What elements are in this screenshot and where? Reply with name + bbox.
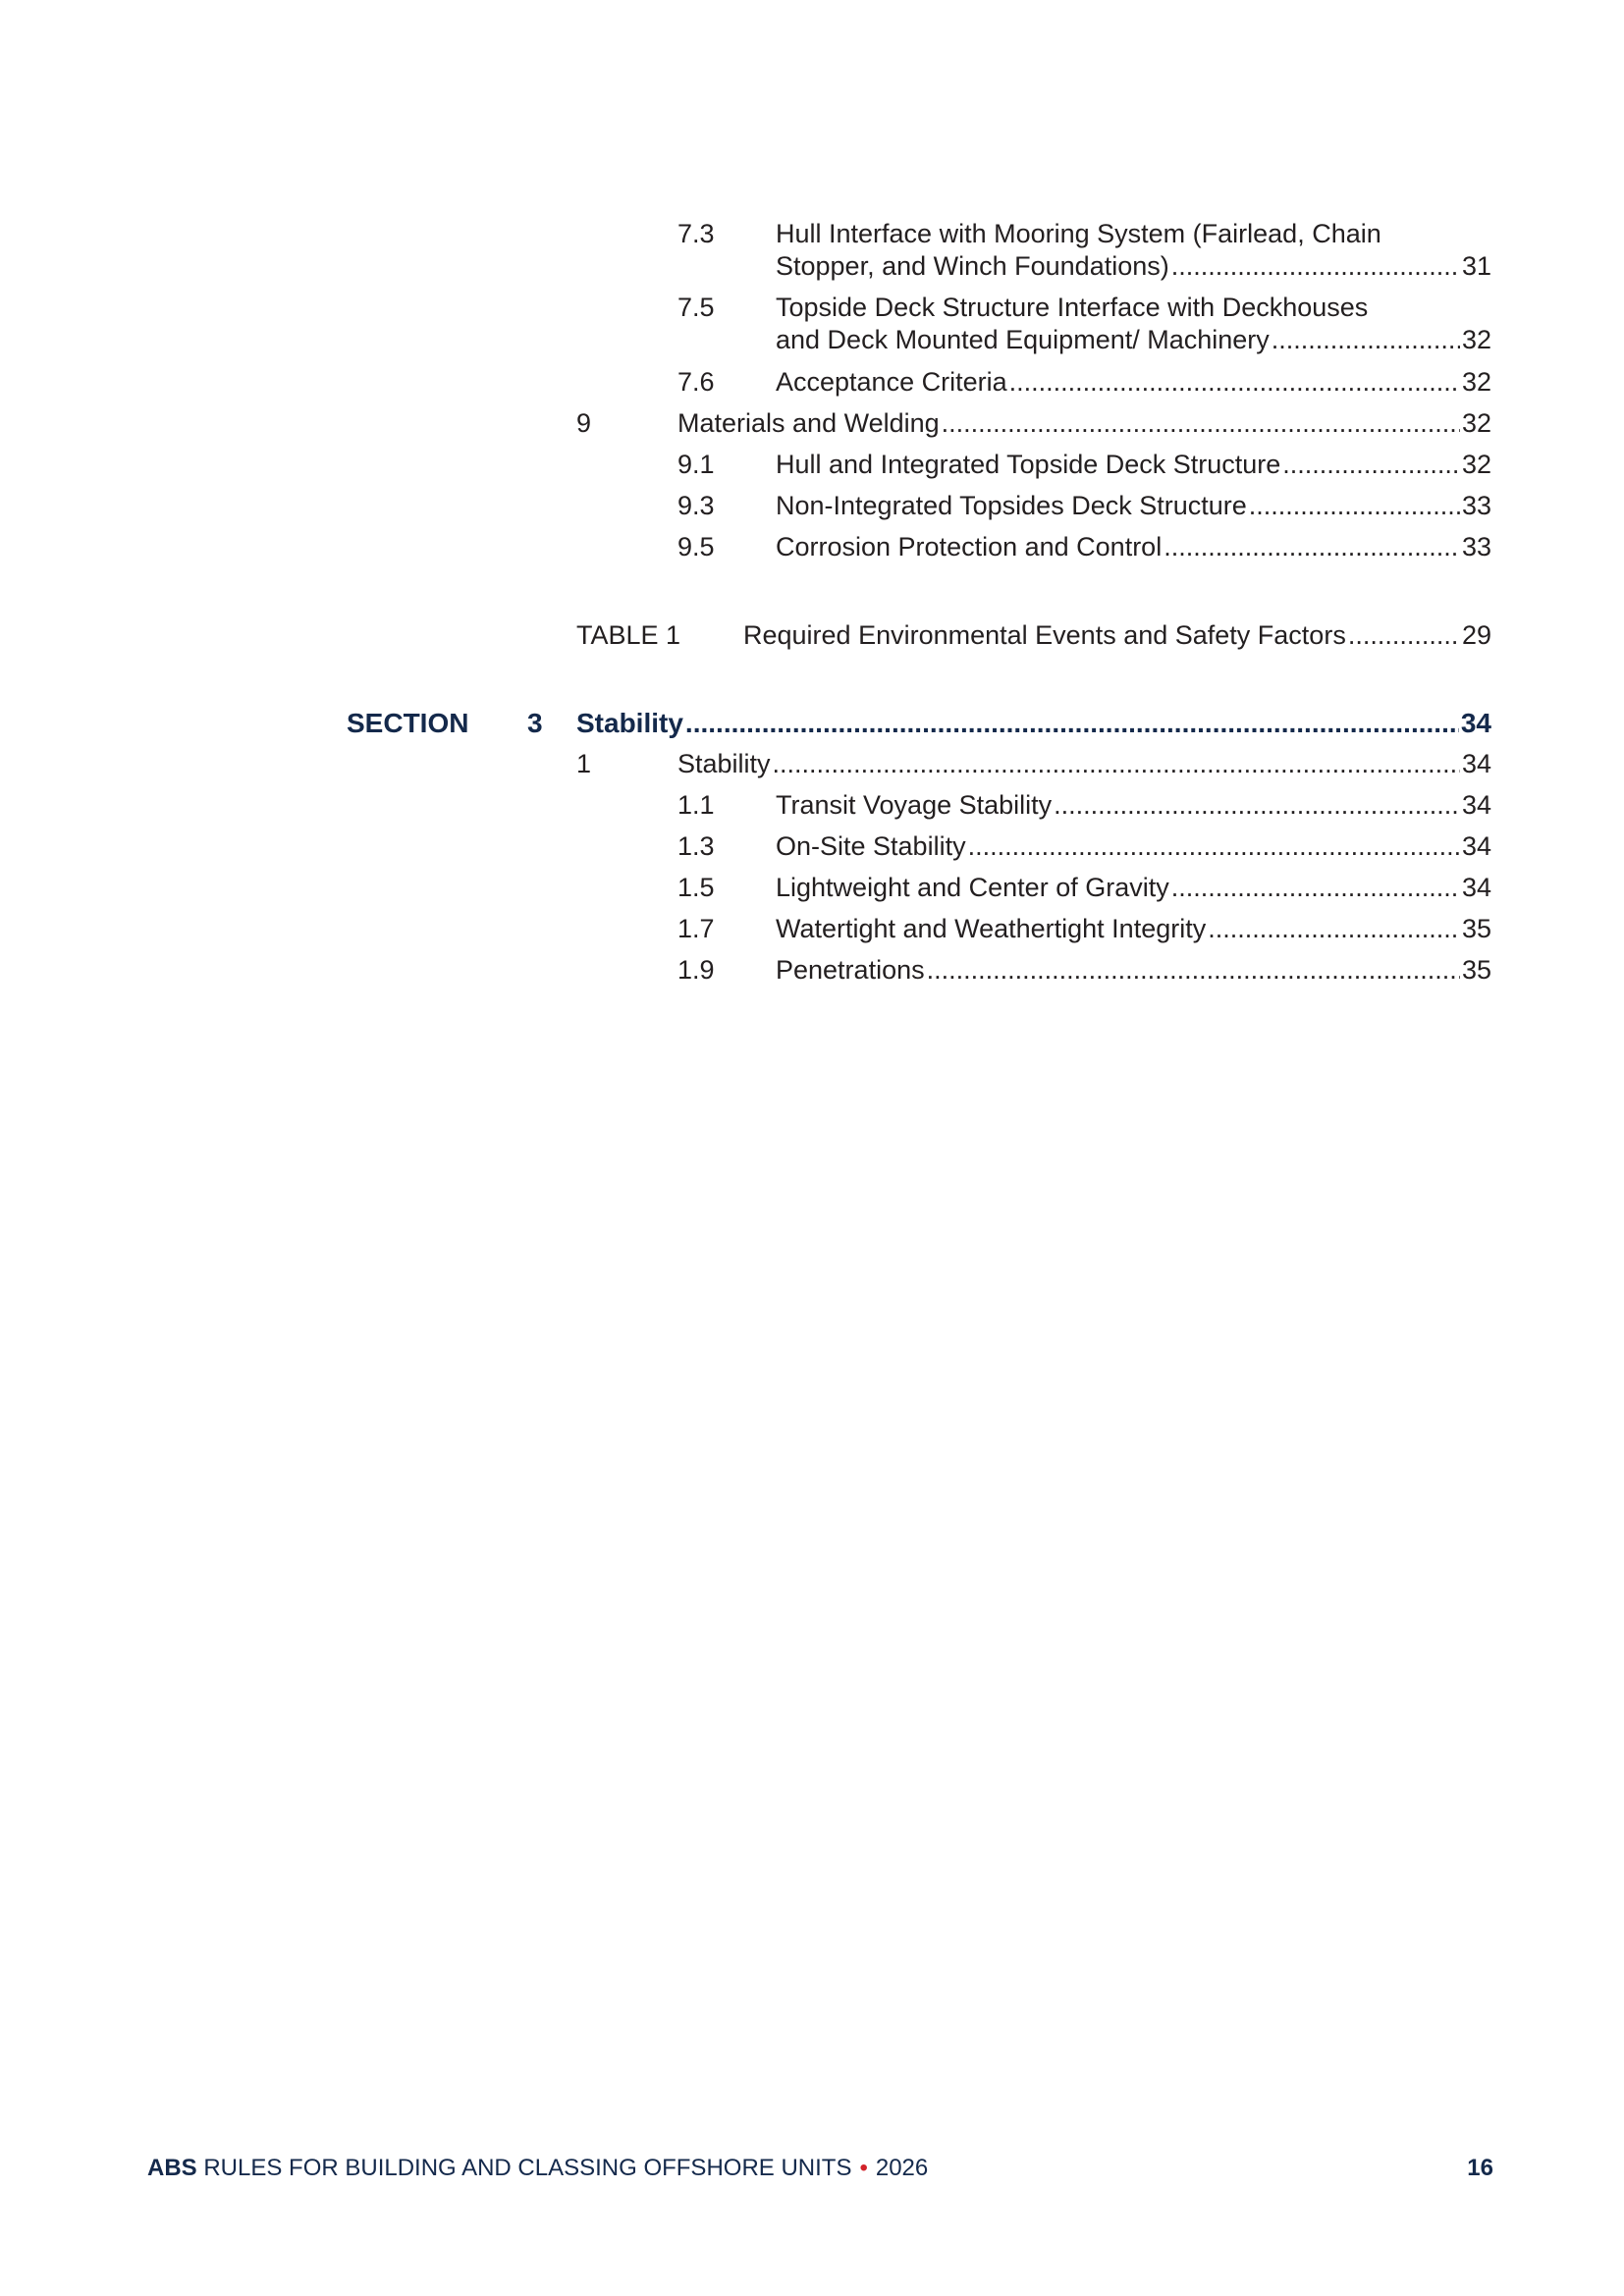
toc-page-number: 33 [1461,532,1491,561]
toc-entry-1-9[interactable] [776,954,1491,987]
toc-entry-7-3[interactable] [776,250,1491,283]
toc-entry-title: Required Environmental Events and Safety Factors [743,620,1346,650]
toc-page-number: 34 [1461,790,1491,820]
dot-leader [773,748,1460,780]
toc-number-9-5: 9.5 [677,532,715,561]
toc-entry-title: Stability [677,749,771,778]
dot-leader [1171,250,1460,283]
toc-page-number: 34 [1461,831,1491,861]
toc-entry-title: Lightweight and Center of Gravity [776,873,1169,902]
toc-entry-7-5-line1: Topside Deck Structure Interface with Deckhouses [776,293,1369,322]
section-title: Stability [576,708,683,738]
toc-entry-9-5[interactable] [776,531,1491,563]
toc-number-7-3: 7.3 [677,219,715,248]
toc-page-number: 32 [1461,408,1491,438]
toc-page-number: 32 [1461,325,1491,354]
toc-entry-title: Transit Voyage Stability [776,790,1053,820]
toc-entry-9[interactable] [677,407,1491,440]
toc-page-number: 33 [1461,491,1491,520]
toc-number-1-7: 1.7 [677,914,715,943]
dot-leader [1164,531,1460,563]
toc-entry-1-5[interactable] [776,872,1491,904]
footer-bullet: • [859,2155,868,2181]
dot-leader [1009,366,1460,399]
toc-entry-title: Non-Integrated Topsides Deck Structure [776,491,1247,520]
toc-page-number: 35 [1461,955,1491,985]
toc-page-number: 32 [1461,367,1491,397]
toc-entry-1-1[interactable] [776,789,1491,822]
toc-number-1: 1 [576,749,592,778]
toc-number-9-1: 9.1 [677,450,715,479]
section-label: SECTION [347,708,469,738]
toc-entry-1-7[interactable] [776,913,1491,945]
page-number: 16 [1467,2155,1493,2181]
toc-entry-9-1[interactable] [776,449,1491,481]
section-number: 3 [527,708,543,738]
toc-entry-title: Corrosion Protection and Control [776,532,1163,561]
toc-number-1-5: 1.5 [677,873,715,902]
toc-section-3-stability[interactable] [576,707,1491,739]
toc-entry-title: Watertight and Weathertight Integrity [776,914,1207,943]
toc-page-number: 29 [1461,620,1491,650]
footer-brand: ABS [147,2155,197,2181]
dot-leader [685,707,1459,739]
toc-entry-9-3[interactable] [776,490,1491,522]
toc-number-1-1: 1.1 [677,790,715,820]
toc-entry-7-5[interactable] [776,324,1491,356]
toc-entry-7-3-line2: Stopper, and Winch Foundations) [776,251,1169,281]
toc-page-number: 31 [1461,251,1491,281]
toc-page-number: 34 [1460,708,1491,738]
dot-leader [1282,449,1460,481]
toc-page-number: 35 [1461,914,1491,943]
toc-number-1-9: 1.9 [677,955,715,985]
toc-number-9: 9 [576,408,592,438]
toc-number-9-3: 9.3 [677,491,715,520]
toc-entry-7-5-line2: and Deck Mounted Equipment/ Machinery [776,325,1270,354]
toc-entry-table-1[interactable] [743,619,1491,652]
table-label: TABLE 1 [576,620,681,650]
toc-page-number: 34 [1461,749,1491,778]
toc-entry-1[interactable] [677,748,1491,780]
toc-entry-title: Hull and Integrated Topside Deck Structure [776,450,1281,479]
dot-leader [1171,872,1460,904]
dot-leader [1249,490,1460,522]
dot-leader [927,954,1460,987]
toc-number-7-5: 7.5 [677,293,715,322]
toc-page-number: 32 [1461,450,1491,479]
toc-page-number: 34 [1461,873,1491,902]
toc-number-7-6: 7.6 [677,367,715,397]
toc-entry-title: On-Site Stability [776,831,966,861]
dot-leader [1208,913,1460,945]
toc-entry-title: Acceptance Criteria [776,367,1007,397]
dot-leader [968,830,1460,863]
toc-entry-1-3[interactable] [776,830,1491,863]
footer-title: RULES FOR BUILDING AND CLASSING OFFSHORE UNITS [203,2155,852,2181]
toc-entry-7-3-line1: Hull Interface with Mooring System (Fairlead, Chain [776,219,1381,248]
toc-entry-7-6[interactable] [776,366,1491,399]
page-footer [147,2154,928,2183]
dot-leader [1348,619,1460,652]
dot-leader [1272,324,1460,356]
toc-entry-title: Materials and Welding [677,408,940,438]
dot-leader [1054,789,1460,822]
toc-number-1-3: 1.3 [677,831,715,861]
footer-year: 2026 [875,2155,929,2181]
dot-leader [942,407,1460,440]
toc-entry-title: Penetrations [776,955,925,985]
